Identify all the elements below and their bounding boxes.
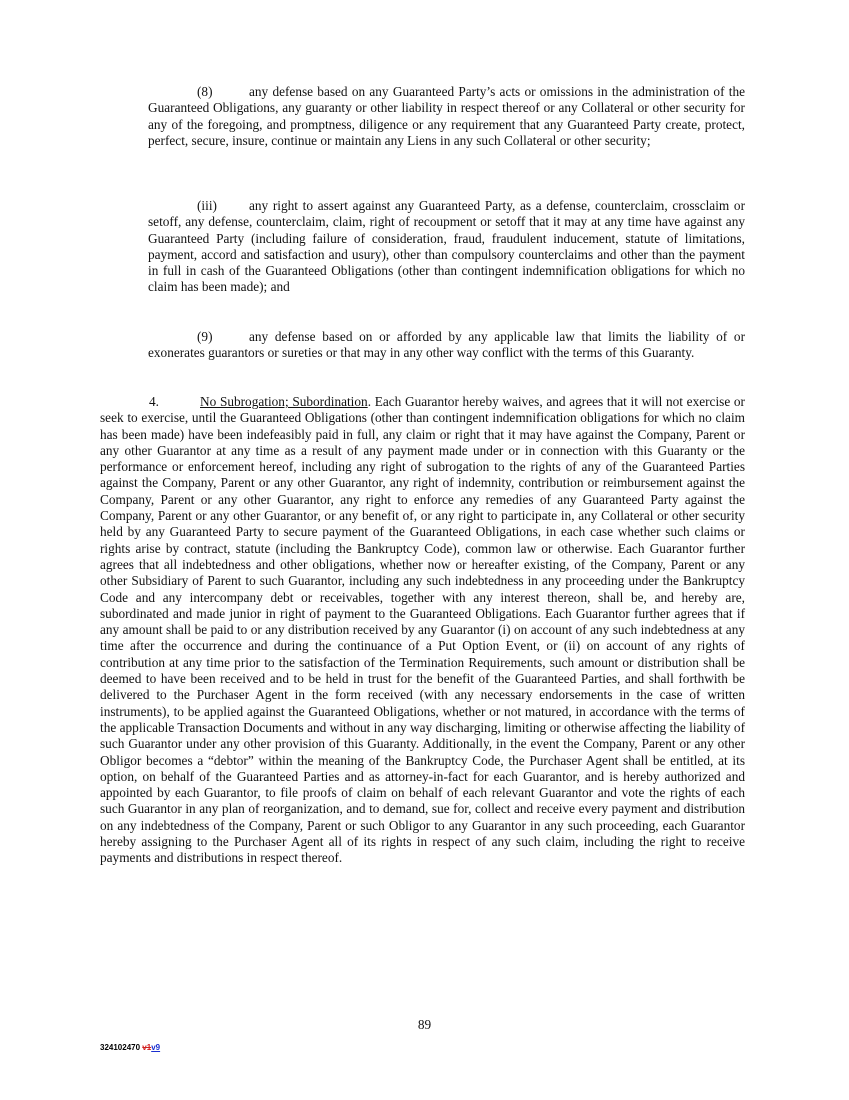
clause-number: (9)	[197, 329, 213, 344]
clause-iii	[148, 198, 745, 296]
section-4: 4. No Subrogation; Subordination. Each Guarantor hereby waives, and agrees that it will not exercise or seek to exercise, until the Guaranteed Obligations (other than contingent indemnification obligations for which no claim has been made) have been indefeasibly paid in full, any claim or right that it may have against the Company, Parent or any other Guarantor at any time as a result of any payment made under or in connection with this Guaranty or the performance or enforcement hereof, including any right of subrogation to the rights of any of the Guaranteed Parties against the Company, Parent or any other Guarantor, any right of indemnity, contribution or reimbursement against the Company, Parent or any other Guarantor, any right to enforce any remedies of any Guaranteed Party against the Company, Parent or any other Guarantor, or any benefit of, or any right to participate in, any Collateral or other security held by any Guaranteed Party to secure payment of the Guaranteed Obligations, in each case whether such claims or rights arise by contract, statute (including the Bankruptcy Code), common law or otherwise. Each Guarantor further agrees that all indebtedness and other obligations, whether now or hereafter existing, of the Company, Parent or any other Subsidiary of Parent to such Guarantor, including any such indebtedness in any proceeding under the Bankruptcy Code and any intercompany debt or receivables, together with any interest thereon, shall be, and hereby are, subordinated and made junior in right of payment to the Guaranteed Obligations. Each Guarantor further agrees that if any amount shall be paid to or any distribution received by any Guarantor (i) on account of any such indebtedness at any time after the occurrence and during the continuance of a Put Option Event, or (ii) on account of any rights of contribution at any time prior to the satisfaction of the Termination Requirements, such amount or distribution shall be deemed to have been received and to be held in trust for the benefit of the Guaranteed Parties, and shall forthwith be delivered to the Purchaser Agent in the form received (with any necessary endorsements in the case of written instruments), to be applied against the Guaranteed Obligations, whether or not matured, in accordance with the terms of the applicable Transaction Documents and without in any way discharging, limiting or otherwise affecting the liability of such Guarantor under any other provision of this Guaranty. Additionally, in the event the Company, Parent or any other Obligor becomes a “debtor” within the meaning of the Bankruptcy Code, the Purchaser Agent shall be entitled, at its option, on behalf of the Guaranteed Parties and as attorney-in-fact for each Guarantor, and is hereby authorized and appointed by each Guarantor, to file proofs of claim on behalf of each relevant Guarantor and vote the rights of each such Guarantor in any plan of reorganization, and to demand, sue for, collect and receive every payment and distribution on any indebtedness of the Company, Parent or such Obligor to any Guarantor in any such proceeding, each Guarantor hereby assigning to the Purchaser Agent all of its rights in respect of any such claim, including the right to receive payments and distributions in respect thereof.	[100, 394, 745, 866]
clause-number: (iii)	[197, 198, 217, 213]
page-number: 89	[417, 1017, 432, 1032]
clause-8	[148, 84, 745, 149]
clause-text: any defense based on or afforded by any applicable law that limits the liability of or exonerates guarantors or sureties or that may in any other way conflict with the terms of this Guaranty.	[148, 329, 745, 361]
version-deleted: v1	[142, 1043, 152, 1052]
section-text: Each Guarantor hereby waives, and agrees that it will not exercise or seek to exercise, until the Guaranteed Obligations (other than contingent indemnification obligations for which no claim has been made) have been indefeasibly paid in full, any claim or right that it may have against the Company, Parent or any other Guarantor at any time as a result of any payment made under or in connection with this Guaranty or the performance or enforcement hereof, including any right of subrogation to the rights of any of the Guaranteed Parties against the Company, Parent or any other Guarantor, any right of indemnity, contribution or reimbursement against the Company, Parent or any other Guarantor, any right to enforce any remedies of any Guaranteed Party against the Company, Parent or any other Guarantor, or any benefit of, or any right to participate in, any Collateral or other security held by any Guaranteed Party to secure payment of the Guaranteed Obligations, in each case whether such claims or rights arise by contract, statute (including the Bankruptcy Code), common law or otherwise. Each Guarantor further agrees that all indebtedness and other obligations, whether now or hereafter existing, of the Company, Parent or any other Subsidiary of Parent to such Guarantor, including any such indebtedness in any proceeding under the Bankruptcy Code and any intercompany debt or receivables, together with any interest thereon, shall be, and hereby are, subordinated and made junior in right of payment to the Guaranteed Obligations. Each Guarantor further agrees that if any amount shall be paid to or any distribution received by any Guarantor (i) on account of any such indebtedness at any time after the occurrence and during the continuance of a Put Option Event, or (ii) on account of any rights of contribution at any time prior to the satisfaction of the Termination Requirements, such amount or distribution shall be deemed to have been received and to be held in trust for the benefit of the Guaranteed Parties, and shall forthwith be delivered to the Purchaser Agent in the form received (with any necessary endorsements in the case of written instruments), to be applied against the Guaranteed Obligations, whether or not matured, in accordance with the terms of the applicable Transaction Documents and without in any way discharging, limiting or otherwise affecting the liability of such Guarantor under any other provision of this Guaranty. Additionally, in the event the Company, Parent or any other Obligor becomes a “debtor” within the meaning of the Bankruptcy Code, the Purchaser Agent shall be entitled, at its option, on behalf of the Guaranteed Parties and as attorney-in-fact for each Guarantor, and is hereby authorized and appointed by each Guarantor, to file proofs of claim on behalf of each relevant Guarantor and vote the rights of each such Guarantor in any plan of reorganization, and to demand, sue for, collect and receive every payment and distribution on any indebtedness of the Company, Parent or such Obligor to any Guarantor in any such proceeding, each Guarantor hereby assigning to the Purchaser Agent all of its rights in respect of any such claim, including the right to receive payments and distributions in respect thereof.	[100, 394, 745, 866]
doc-id-number: 324102470	[100, 1043, 141, 1052]
document-id	[100, 1043, 160, 1052]
version-inserted: v9	[151, 1043, 161, 1052]
section-number: 4.	[149, 394, 159, 409]
clause-text: any defense based on any Guaranteed Party’s acts or omissions in the administration of the Guaranteed Obligations, any guaranty or other liability in respect thereof or any Collateral or other security for any of the foregoing, and promptness, diligence or any requirement that any Guaranteed Party create, protect, perfect, secure, insure, continue or maintain any Liens in any such Collateral or other security;	[148, 84, 745, 148]
section-heading: No Subrogation; Subordination	[200, 394, 368, 409]
clause-9	[148, 329, 745, 362]
clause-text: any right to assert against any Guaranteed Party, as a defense, counterclaim, crossclaim or setoff, any defense, counterclaim, claim, right of recoupment or setoff that it may at any time have against any Guaranteed Party (including failure of consideration, fraud, fraudulent inducement, statute of limitations, payment, accord and satisfaction and usury), other than compulsory counterclaims and other than the payment in full in cash of the Guaranteed Obligations (other than contingent indemnification obligations for which no claim has been made); and	[148, 198, 745, 295]
clause-number: (8)	[197, 84, 213, 99]
